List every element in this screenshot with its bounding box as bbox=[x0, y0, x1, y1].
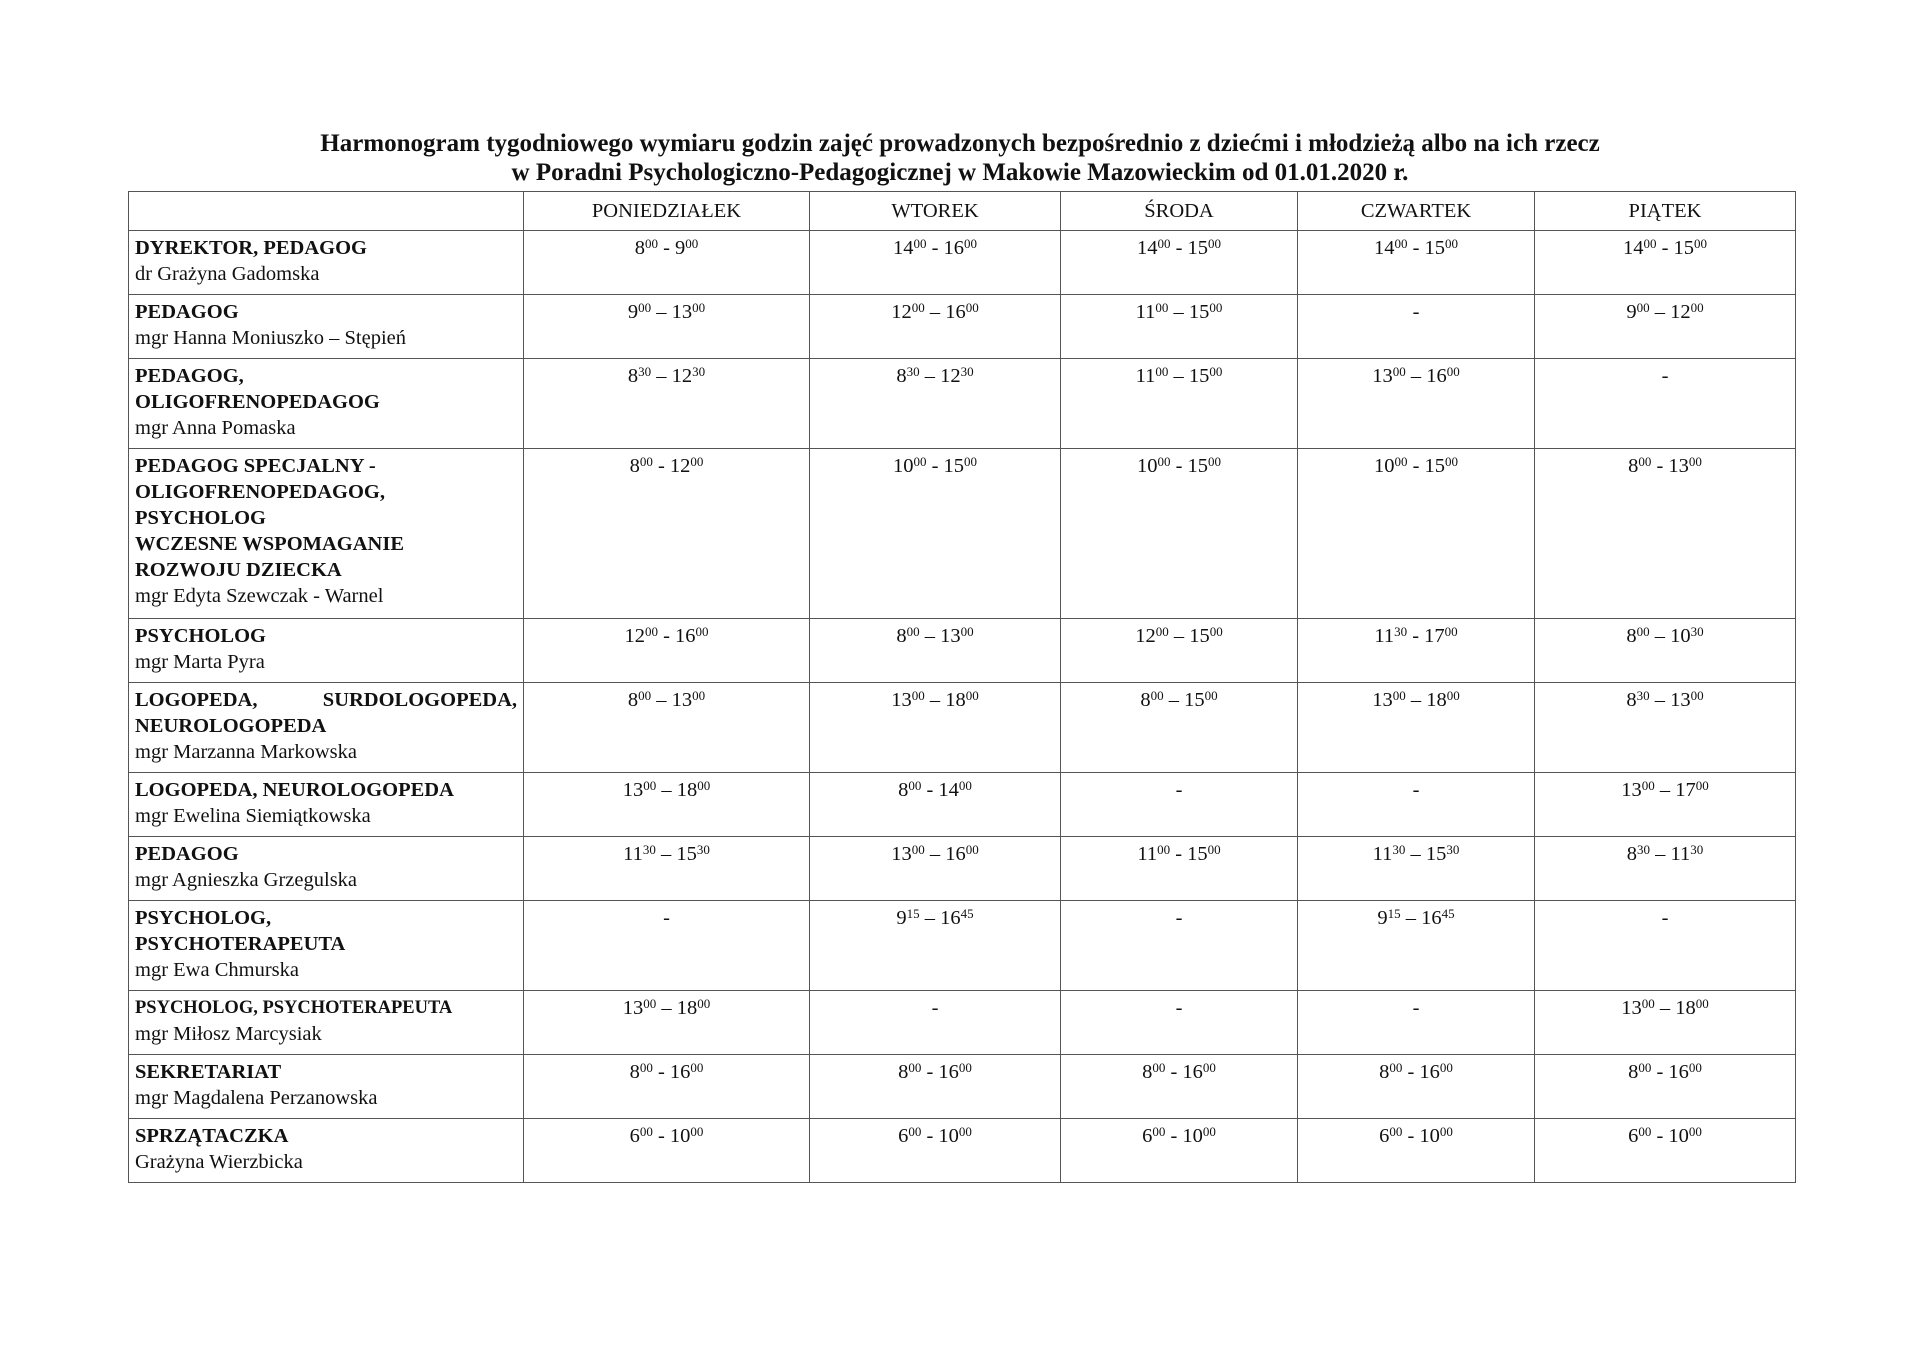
hours-cell: $13^{00} - 18^{00}$ bbox=[1535, 991, 1796, 1055]
table-row bbox=[129, 773, 1796, 837]
hours-cell: $13^{00} - 18^{00}$ bbox=[810, 683, 1061, 773]
staff-cell bbox=[129, 837, 524, 901]
hours-cell: $8^{00} - 13^{00}$ bbox=[524, 683, 810, 773]
table-row bbox=[129, 295, 1796, 359]
table-row bbox=[129, 991, 1796, 1055]
hours-cell: - bbox=[1061, 773, 1298, 837]
staff-role: PEDAGOG SPECJALNY - OLIGOFRENOPEDAGOG, PSYCHOLOG WCZESNE WSPOMAGANIE ROZWOJU DZIECKA bbox=[135, 455, 405, 581]
hours-cell: $8^{00} - 12^{00}$ bbox=[524, 449, 810, 619]
hours-cell: $12^{00} - 16^{00}$ bbox=[524, 619, 810, 683]
staff-name: dr Grażyna Gadomska bbox=[135, 263, 320, 285]
table-row bbox=[129, 359, 1796, 449]
hours-cell: $9^{00} - 13^{00}$ bbox=[524, 295, 810, 359]
hours-cell: - bbox=[1535, 901, 1796, 991]
hours-cell: $8^{30} - 13^{00}$ bbox=[1535, 683, 1796, 773]
staff-cell bbox=[129, 773, 524, 837]
staff-role: PEDAGOG bbox=[135, 843, 239, 865]
hours-cell: $8^{00} - 13^{00}$ bbox=[1535, 449, 1796, 619]
hours-cell: $8^{00} - 9^{00}$ bbox=[524, 231, 810, 295]
staff-name: mgr Marta Pyra bbox=[135, 651, 265, 673]
hours-cell: $10^{00} - 15^{00}$ bbox=[810, 449, 1061, 619]
hours-cell: $12^{00} - 16^{00}$ bbox=[810, 295, 1061, 359]
hours-cell: $8^{30} - 12^{30}$ bbox=[810, 359, 1061, 449]
staff-cell bbox=[129, 901, 524, 991]
hours-cell: - bbox=[1298, 295, 1535, 359]
hours-cell: - bbox=[810, 991, 1061, 1055]
hours-cell: - bbox=[1298, 991, 1535, 1055]
hours-cell: $6^{00} - 10^{00}$ bbox=[1061, 1119, 1298, 1183]
hours-cell: $8^{00} - 16^{00}$ bbox=[1061, 1055, 1298, 1119]
hours-cell: $11^{30} - 15^{30}$ bbox=[524, 837, 810, 901]
header-row bbox=[129, 192, 1796, 231]
hours-cell: - bbox=[524, 901, 810, 991]
staff-name: mgr Marzanna Markowska bbox=[135, 741, 358, 763]
staff-name: mgr Agnieszka Grzegulska bbox=[135, 869, 358, 891]
title-line-1: Harmonogram tygodniowego wymiaru godzin zajęć prowadzonych bezpośrednio z dziećmi i młodzieżą albo na ich rzecz bbox=[320, 130, 1600, 157]
hours-cell: $12^{00} - 15^{00}$ bbox=[1061, 619, 1298, 683]
header-cell-empty bbox=[129, 192, 524, 231]
header-tuesday: WTOREK bbox=[810, 192, 1061, 231]
staff-cell bbox=[129, 231, 524, 295]
staff-name: mgr Edyta Szewczak - Warnel bbox=[135, 585, 384, 607]
staff-cell bbox=[129, 449, 524, 619]
title-line-2: w Poradni Psychologiczno-Pedagogicznej w Makowie Mazowieckim od 01.01.2020 r. bbox=[511, 159, 1409, 186]
hours-cell: - bbox=[1298, 773, 1535, 837]
hours-cell: $14^{00} - 16^{00}$ bbox=[810, 231, 1061, 295]
hours-cell: $14^{00} - 15^{00}$ bbox=[1061, 231, 1298, 295]
staff-role: PEDAGOG bbox=[135, 301, 239, 323]
header-monday: PONIEDZIAŁEK bbox=[524, 192, 810, 231]
hours-cell: $14^{00} - 15^{00}$ bbox=[1535, 231, 1796, 295]
hours-cell: $8^{00} - 13^{00}$ bbox=[810, 619, 1061, 683]
hours-cell: $8^{00} - 16^{00}$ bbox=[810, 1055, 1061, 1119]
hours-cell: $8^{00} - 16^{00}$ bbox=[524, 1055, 810, 1119]
hours-cell: $8^{30} - 12^{30}$ bbox=[524, 359, 810, 449]
staff-cell bbox=[129, 991, 524, 1055]
staff-name: mgr Ewa Chmurska bbox=[135, 959, 299, 981]
staff-role: SPRZĄTACZKA bbox=[135, 1125, 289, 1147]
staff-cell bbox=[129, 1055, 524, 1119]
hours-cell: $11^{00} - 15^{00}$ bbox=[1061, 295, 1298, 359]
staff-role: LOGOPEDA, SURDOLOGOPEDA, NEUROLOGOPEDA bbox=[135, 689, 517, 737]
hours-cell: - bbox=[1061, 901, 1298, 991]
hours-cell: $10^{00} - 15^{00}$ bbox=[1298, 449, 1535, 619]
staff-role: PSYCHOLOG, PSYCHOTERAPEUTA bbox=[135, 998, 453, 1018]
staff-role: SEKRETARIAT bbox=[135, 1061, 282, 1083]
hours-cell: $11^{30} - 17^{00}$ bbox=[1298, 619, 1535, 683]
hours-cell: - bbox=[1535, 359, 1796, 449]
table-row bbox=[129, 231, 1796, 295]
staff-name: mgr Hanna Moniuszko – Stępień bbox=[135, 327, 407, 349]
header-thursday: CZWARTEK bbox=[1298, 192, 1535, 231]
hours-cell: $8^{30} - 11^{30}$ bbox=[1535, 837, 1796, 901]
staff-name: mgr Miłosz Marcysiak bbox=[135, 1023, 322, 1045]
staff-role: PEDAGOG, OLIGOFRENOPEDAGOG bbox=[135, 365, 380, 413]
hours-cell: $9^{15} - 16^{45}$ bbox=[1298, 901, 1535, 991]
hours-cell: $13^{00} - 16^{00}$ bbox=[810, 837, 1061, 901]
hours-cell: $11^{30} - 15^{30}$ bbox=[1298, 837, 1535, 901]
staff-role: PSYCHOLOG bbox=[135, 625, 266, 647]
table-row bbox=[129, 1055, 1796, 1119]
hours-cell: $6^{00} - 10^{00}$ bbox=[1298, 1119, 1535, 1183]
table-row bbox=[129, 837, 1796, 901]
hours-cell: $6^{00} - 10^{00}$ bbox=[810, 1119, 1061, 1183]
staff-name: mgr Ewelina Siemiątkowska bbox=[135, 805, 371, 827]
hours-cell: $10^{00} - 15^{00}$ bbox=[1061, 449, 1298, 619]
document-title bbox=[0, 129, 1920, 187]
table-row bbox=[129, 683, 1796, 773]
table-row bbox=[129, 449, 1796, 619]
table-row bbox=[129, 1119, 1796, 1183]
hours-cell: $8^{00} - 10^{30}$ bbox=[1535, 619, 1796, 683]
hours-cell: $13^{00} - 16^{00}$ bbox=[1298, 359, 1535, 449]
staff-name: mgr Anna Pomaska bbox=[135, 417, 296, 439]
staff-cell bbox=[129, 619, 524, 683]
staff-role: PSYCHOLOG, PSYCHOTERAPEUTA bbox=[135, 907, 346, 955]
staff-name: Grażyna Wierzbicka bbox=[135, 1151, 303, 1173]
hours-cell: $6^{00} - 10^{00}$ bbox=[524, 1119, 810, 1183]
staff-role: DYREKTOR, PEDAGOG bbox=[135, 237, 367, 259]
hours-cell: $8^{00} - 16^{00}$ bbox=[1535, 1055, 1796, 1119]
staff-cell bbox=[129, 295, 524, 359]
hours-cell: $13^{00} - 18^{00}$ bbox=[524, 773, 810, 837]
staff-cell bbox=[129, 359, 524, 449]
hours-cell: $8^{00} - 15^{00}$ bbox=[1061, 683, 1298, 773]
hours-cell: $8^{00} - 14^{00}$ bbox=[810, 773, 1061, 837]
table-row bbox=[129, 901, 1796, 991]
table-row bbox=[129, 619, 1796, 683]
hours-cell: $11^{00} - 15^{00}$ bbox=[1061, 837, 1298, 901]
hours-cell: $13^{00} - 18^{00}$ bbox=[524, 991, 810, 1055]
staff-cell bbox=[129, 683, 524, 773]
staff-name: mgr Magdalena Perzanowska bbox=[135, 1087, 378, 1109]
hours-cell: $9^{15} - 16^{45}$ bbox=[810, 901, 1061, 991]
hours-cell: - bbox=[1061, 991, 1298, 1055]
schedule-table bbox=[128, 191, 1796, 1183]
header-friday: PIĄTEK bbox=[1535, 192, 1796, 231]
hours-cell: $13^{00} - 18^{00}$ bbox=[1298, 683, 1535, 773]
hours-cell: $13^{00} - 17^{00}$ bbox=[1535, 773, 1796, 837]
staff-role: LOGOPEDA, NEUROLOGOPEDA bbox=[135, 779, 454, 801]
hours-cell: $6^{00} - 10^{00}$ bbox=[1535, 1119, 1796, 1183]
staff-cell bbox=[129, 1119, 524, 1183]
header-wednesday: ŚRODA bbox=[1061, 192, 1298, 231]
hours-cell: $11^{00} - 15^{00}$ bbox=[1061, 359, 1298, 449]
hours-cell: $14^{00} - 15^{00}$ bbox=[1298, 231, 1535, 295]
hours-cell: $8^{00} - 16^{00}$ bbox=[1298, 1055, 1535, 1119]
hours-cell: $9^{00} - 12^{00}$ bbox=[1535, 295, 1796, 359]
